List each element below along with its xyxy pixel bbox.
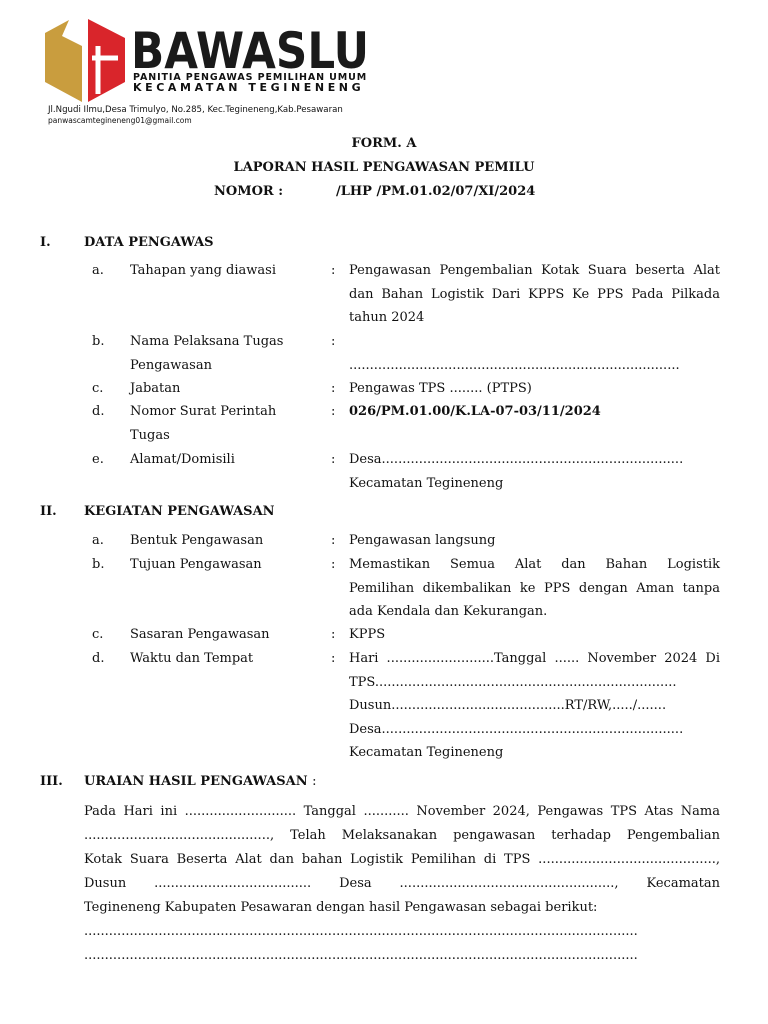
section-1-number: I. [40,235,51,250]
logo-gold-shape [45,20,82,102]
spt-number: 026/PM.01.00/K.LA-07-03/11/2024 [349,404,601,419]
value-line: Kecamatan Tegineneng [349,475,504,491]
item-letter: a. [92,263,104,278]
item-value [349,623,720,647]
nomor-value: /LHP /PM.01.02/07/XI/2024 [336,184,536,199]
value-line: Pengawasan Pengembalian Kotak Suara beserta Alat [349,263,720,278]
value-line: Pemilihan dikembalikan ke PPS dengan Aman tanpa [349,580,720,596]
nomor-label: NOMOR : [214,184,284,199]
item-value [349,448,720,495]
value-line: KPPS [349,627,386,642]
item-letter: d. [92,651,105,666]
item-letter: c. [92,627,104,642]
item-label [130,400,328,447]
item-value [349,529,720,553]
item-colon: : [331,627,336,642]
label-line: Nama Pelaksana Tugas [130,334,284,349]
paragraph-line: Kotak Suara Beserta Alat dan bahan Logistik Pemilihan di TPS ..........................................., [84,852,720,867]
paragraph-line: Dusun ...................................... Desa ...................................................., Kecamatan [84,876,720,891]
item-colon: : [331,452,336,467]
dotted-fill-line: ...................................................................................................................................... [84,948,638,963]
letterhead-email: panwascamtegineneng01@gmail.com [48,116,192,125]
item-colon: : [331,263,336,278]
item-value [349,647,720,765]
value-line: ada Kendala dan Kekurangan. [349,604,548,620]
item-letter: d. [92,404,105,419]
item-label: Tujuan Pengawasan [130,557,262,572]
value-line: Pengawasan langsung [349,533,496,548]
item-letter: b. [92,334,105,349]
section-3-colon: : [312,774,317,789]
section-2-title: KEGIATAN PENGAWASAN [84,504,275,519]
item-colon: : [331,334,336,349]
item-label: Alamat/Domisili [130,452,235,467]
item-letter: c. [92,381,104,396]
item-value [349,330,720,377]
item-label: Tahapan yang diawasi [130,263,276,278]
item-colon: : [331,651,336,666]
value-line [349,330,720,354]
value-line: Hari ..........................Tanggal ...... November 2024 Di [349,651,720,666]
value-line: TPS......................................................................... [349,674,677,690]
item-letter: e. [92,452,104,467]
item-value [349,259,720,330]
section-3-number: III. [40,774,63,789]
item-label: Jabatan [130,381,181,396]
form-title: FORM. A [351,136,417,151]
brand-wordmark [131,25,371,73]
section-3-title: URAIAN HASIL PENGAWASAN [84,774,308,789]
letterhead-tagline-2: KECAMATAN TEGINENENG [133,81,365,94]
bawaslu-logo-icon [42,16,128,104]
label-line: Nomor Surat Perintah [130,404,277,419]
item-label [130,330,328,377]
value-line: Pengawas TPS ........ (PTPS) [349,381,532,396]
item-letter: b. [92,557,105,572]
value-line: Kecamatan Tegineneng [349,745,504,761]
item-label: Bentuk Pengawasan [130,533,264,548]
brand-text: BAWASLU [131,25,369,73]
value-line: Desa......................................................................... [349,721,684,737]
paragraph-line: Tegineneng Kabupaten Pesawaran dengan hasil Pengawasan sebagai berikut: [84,900,598,915]
section-1-title: DATA PENGAWAS [84,235,214,250]
label-line: Tugas [130,427,170,443]
report-title: LAPORAN HASIL PENGAWASAN PEMILU [233,160,535,175]
section-3-title-wrap [84,774,317,789]
value-line: Memastikan Semua Alat dan Bahan Logistik [349,557,720,572]
dotted-fill-line: ...................................................................................................................................... [84,924,638,939]
item-colon: : [331,533,336,548]
value-line: ................................................................................ [349,357,680,373]
label-line: Pengawasan [130,357,212,373]
value-line: Desa......................................................................... [349,452,684,467]
value-line: tahun 2024 [349,310,425,326]
letterhead-tagline-1: PANITIA PENGAWAS PEMILIHAN UMUM [133,72,368,83]
item-label: Sasaran Pengawasan [130,627,270,642]
item-colon: : [331,381,336,396]
value-line: Dusun..........................................RT/RW,...../....... [349,698,667,714]
paragraph-line: Pada Hari ini ........................... Tanggal ........... November 2024, Pengawas TPS Atas Nama [84,804,720,819]
item-value [349,553,720,624]
value-line: dan Bahan Logistik Dari KPPS Ke PPS Pada Pilkada [349,286,720,302]
item-label: Waktu dan Tempat [130,651,254,666]
item-value [349,377,720,401]
item-colon: : [331,404,336,419]
paragraph-line: ............................................., Telah Melaksanakan pengawasan terhadap Pengembalian [84,828,720,843]
item-letter: a. [92,533,104,548]
uraian-paragraph [84,800,720,968]
item-value [349,400,720,424]
item-colon: : [331,557,336,572]
section-2-number: II. [40,504,57,519]
letterhead-address: Jl.Ngudi Ilmu,Desa Trimulyo, No.285, Kec.Tegineneng,Kab.Pesawaran [48,105,343,115]
